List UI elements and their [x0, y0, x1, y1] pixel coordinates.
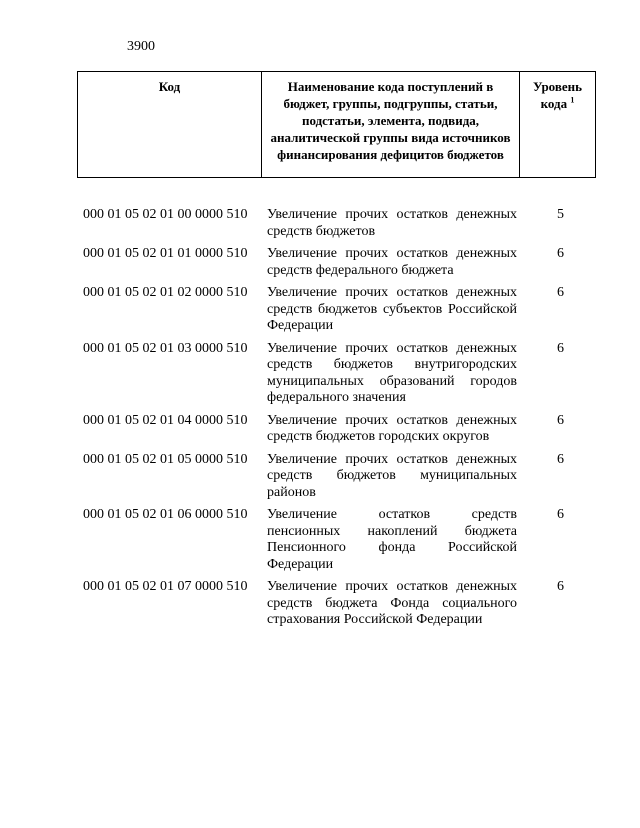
row-level: 6	[557, 507, 564, 522]
row-level: 6	[557, 412, 564, 428]
row-name: Увеличение прочих остатков денежных средств бюджетов внутригородских муниципальных образований городов федерального значения	[267, 340, 517, 405]
row-name: Увеличение прочих остатков денежных средств бюджетов	[267, 207, 517, 239]
row-level: 6	[557, 285, 564, 300]
table-row	[83, 579, 583, 629]
table-row	[83, 285, 583, 335]
header-level	[520, 72, 596, 178]
table-row	[83, 207, 583, 240]
row-code: 000 01 05 02 01 00 0000 510	[83, 207, 248, 222]
table-row	[83, 507, 583, 573]
table-row	[83, 341, 583, 407]
row-code: 000 01 05 02 01 02 0000 510	[83, 285, 248, 300]
table-row	[83, 413, 583, 446]
table-row	[83, 246, 583, 279]
row-code: 000 01 05 02 01 01 0000 510	[83, 246, 248, 261]
header-name-label: Наименование кода поступлений в бюджет, группы, подгруппы, статьи, подстатьи, элемента, подвида, аналитической группы вида источников финансирования дефицитов бюджетов	[270, 79, 511, 162]
row-level: 5	[557, 207, 564, 222]
row-code: 000 01 05 02 01 06 0000 510	[83, 507, 248, 522]
row-code: 000 01 05 02 01 04 0000 510	[83, 412, 248, 428]
row-code: 000 01 05 02 01 03 0000 510	[83, 340, 248, 356]
header-level-label: Уровень кода	[532, 79, 583, 111]
row-name: Увеличение прочих остатков денежных средств бюджетов городских округов	[267, 412, 517, 444]
row-name: Увеличение прочих остатков денежных средств бюджетов муниципальных районов	[267, 451, 517, 500]
page-number: 3900	[127, 39, 155, 54]
row-level: 6	[557, 340, 564, 356]
header-code-label: Код	[158, 79, 181, 94]
table-row	[83, 452, 583, 502]
classification-rows	[83, 207, 583, 635]
row-name: Увеличение прочих остатков денежных средств федерального бюджета	[267, 246, 517, 278]
header-name	[262, 72, 520, 178]
row-name: Увеличение остатков средств пенсионных накоплений бюджета Пенсионного фонда Российской Федерации	[267, 507, 517, 572]
row-name: Увеличение прочих остатков денежных средств бюджета Фонда социального страхования Российской Федерации	[267, 579, 517, 627]
footnote-marker: 1	[570, 95, 575, 105]
header-code	[78, 72, 262, 178]
table-header	[77, 71, 596, 178]
row-level: 6	[557, 579, 564, 594]
row-name: Увеличение прочих остатков денежных средств бюджетов субъектов Российской Федерации	[267, 285, 517, 333]
row-level: 6	[557, 451, 564, 467]
row-code: 000 01 05 02 01 05 0000 510	[83, 451, 248, 467]
row-level: 6	[557, 246, 564, 261]
row-code: 000 01 05 02 01 07 0000 510	[83, 579, 248, 594]
